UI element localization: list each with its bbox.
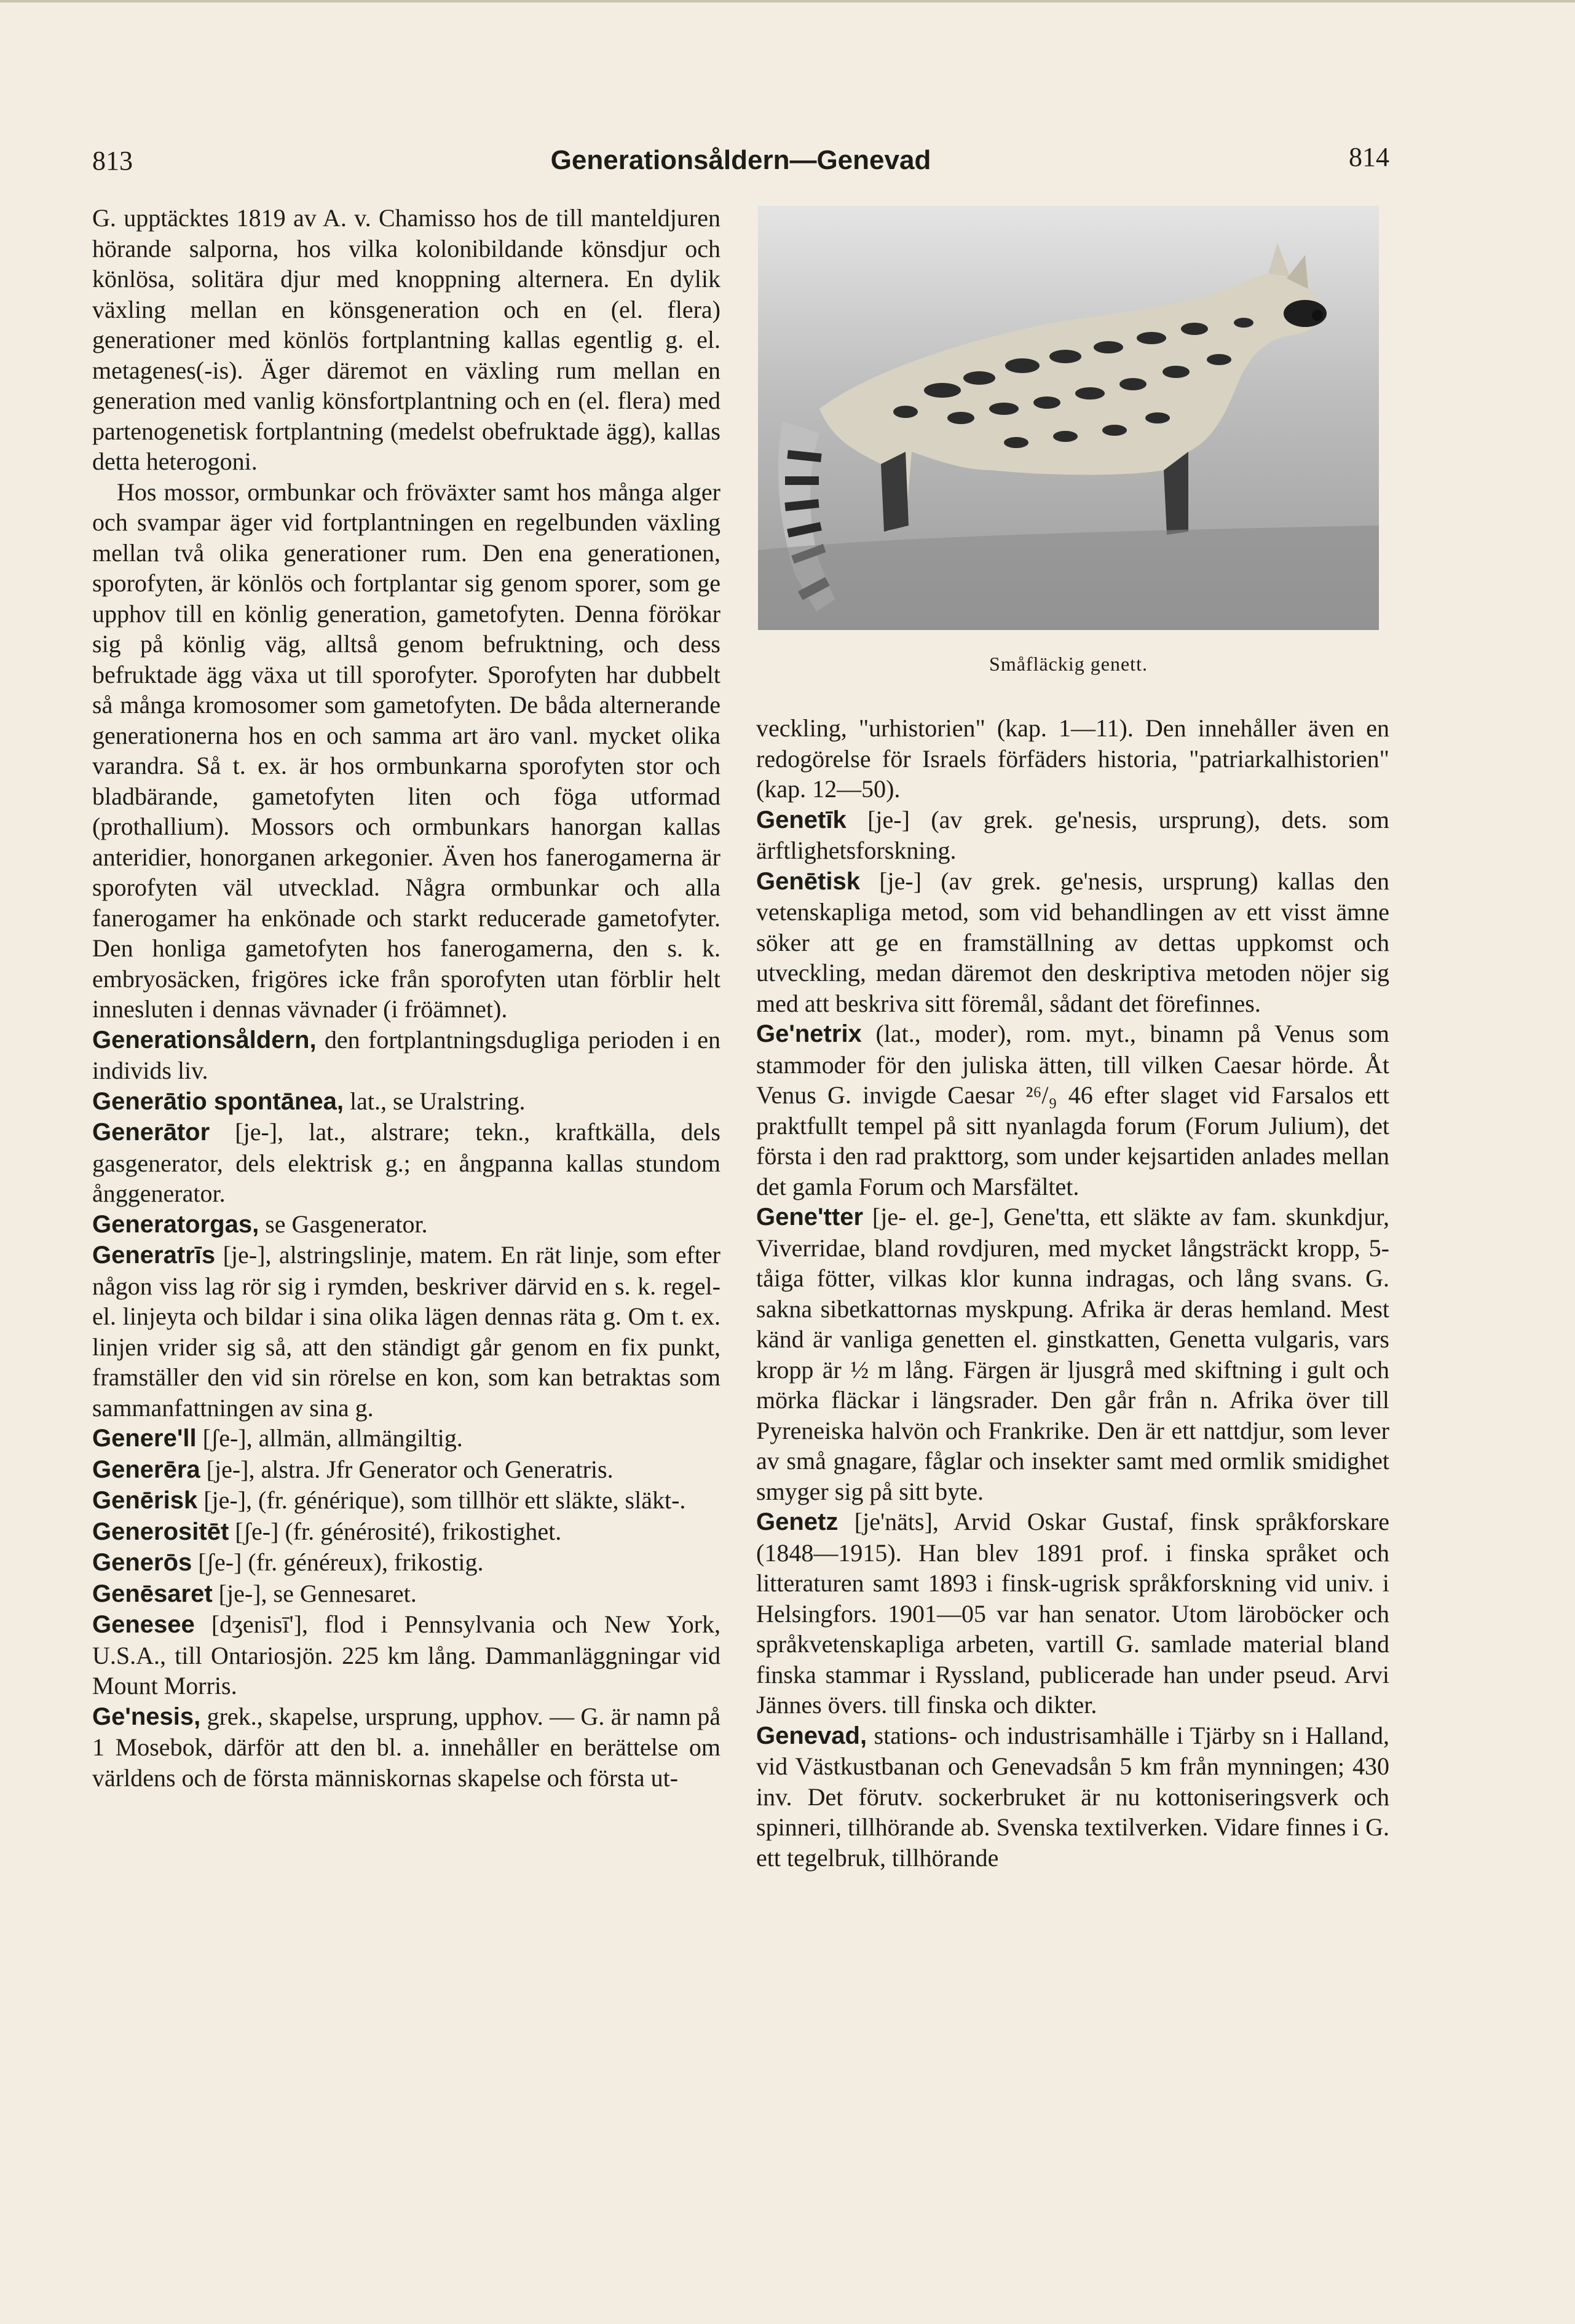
entry-generatris: Generatrīs [je-], alstringslinje, matem. En rät linje, som efter någon viss lag rör sig i rymden, beskriver därvid en s. k. regel- el. linjeyta och bildar i sina olika lägen dennas räta g. Om t. ex. linjen vrider sig så, att den ständigt går genom en fix punkt, framställer den vid sin rörelse en kon, som kan betraktas som sammanfattningen av sina g. <box>92 1241 720 1422</box>
page-header <box>92 142 1389 182</box>
entry-headword: Genēsaret <box>92 1580 213 1607</box>
page-top-edge <box>0 0 1575 2</box>
entry-genetik: Genetīk [je-] (av grek. ge'nesis, ursprung), dets. som ärftlighetsforskning. <box>756 805 1390 864</box>
entry-headword: Generationsåldern, <box>92 1026 317 1054</box>
entry-genesis: Ge'nesis, grek., skapelse, ursprung, upphov. — G. är namn på 1 Mosebok, därför att den bl. a. innehåller en berättelse om världens och de första människornas skapelse och första ut- <box>92 1702 720 1792</box>
entry-genetisk: Genētisk [je-] (av grek. ge'nesis, ursprung) kallas den vetenskapliga metod, som vid behandlingen av ett visst ämne söker att ge en framställning av dettas uppkomst och utveckling, medan däremot den deskriptiva metoden nöjer sig med att beskriva sitt föremål, sådant det förefinnes. <box>756 867 1389 1017</box>
page-number-right: 814 <box>1349 142 1389 172</box>
entry-generera: Generēra [je-], alstra. Jfr Generator och Generatris. <box>92 1455 614 1483</box>
entry-generell: Genere'll [ʃe-], allmän, allmängiltig. <box>92 1424 463 1452</box>
entry-headword: Genetīk <box>756 806 847 833</box>
running-title: Generationsåldern—Genevad <box>550 145 931 175</box>
entry-headword: Genesee <box>92 1611 195 1638</box>
entry-generator: Generātor [je-], lat., alstrare; tekn., kraftkälla, dels gasgenerator, dels elektrisk g.; en ångpanna kallas stundom ånggenerator. <box>92 1118 720 1207</box>
entry-genetrix: Ge'netrix (lat., moder), rom. myt., binamn på Venus som stammoder för den juliska ätten, till vilken Caesar hörde. Åt Venus G. invigde Caesar ²⁶/₉ 46 efter slaget vid Farsalos ett praktfullt tempel på sitt nyanlagda forum (Forum Julium), det första i den rad prakttorg, som under kejsartiden anlades mellan det gamla Forum och Marsfältet. <box>756 1020 1390 1200</box>
entry-genetz: Genetz [je'näts], Arvid Oskar Gustaf, finsk språkforskare (1848—1915). Han blev 1891 prof. i finska språket och litteraturen samt 1893 i finsk-ugrisk språkforskning vid univ. i Helsingfors. 1901—05 var han senator. Utom läroböcker och språkvetenskapliga arbeten, vartill G. samlade material bland finska stammar i Ryssland, publicerade han under pseud. Arvi Jännes övers. till finska och dikter. <box>756 1508 1389 1719</box>
figure-caption: Småfläckig genett. <box>989 653 1148 675</box>
paragraph: G. upptäcktes 1819 av A. v. Chamisso hos de till manteldjuren hörande salporna, hos vilka kolonibildande könsdjur och könlösa, solitära djur med knoppning alternera. En dylik växling mellan en könsgeneration och en (el. flera) generationer med könlös fortplantning kallas egentlig g. el. metagenes(-is). Äger däremot en växling rum mellan en generation med vanlig könsfortplantning och en (el. flera) med partenogenetisk fortplantning (medelst obefruktade ägg), kallas detta heterogoni. <box>92 204 720 475</box>
entry-headword: Ge'netrix <box>756 1020 862 1047</box>
entry-headword: Genere'll <box>92 1425 197 1452</box>
entry-generationsaldern: Generationsåldern, den fortplantningsdugliga perioden i en individs liv. <box>92 1025 720 1084</box>
paragraph: Hos mossor, ormbunkar och fröväxter samt hos många alger och svampar äger vid fortplantningen en regelbunden växling mellan två olika generationer rum. Den ena generationen, sporofyten, är könlös och fortplantar sig genom sporer, som ge upphov till en könlig generation, gametofyten. Denna förökar sig på könlig väg, alltså genom befruktning, och dess befruktade ägg växa ut till sporofyter. Sporofyten har dubbelt så många kromosomer som gametofyten. De båda alternerande generationerna hos en och samma art äro vanl. mycket olika varandra. Så t. ex. är hos ormbunkarna sporofyten stor och bladbärande, gametofyten liten och föga utformad (prothallium). Mossors och ormbunkars hanorgan kallas anteridier, honorganen arkegonier. Även hos fanerogamerna är sporofyten väl utvecklad. Några ormbunkar och alla fanerogamer ha enkönade och starkt reducerade gametofyter. Den honliga gametofyten hos fanerogamerna, den s. k. embryosäcken, frigöres icke från sporofyten utan förblir helt innesluten i dennas vävnader (i fröämnet). <box>92 478 720 1023</box>
entry-headword: Generātor <box>92 1119 210 1146</box>
entry-headword: Genērisk <box>92 1487 198 1514</box>
right-column <box>756 713 1389 1873</box>
entry-headword: Generatorgas, <box>92 1210 259 1238</box>
entry-headword: Generositēt <box>92 1518 229 1545</box>
entry-generositet: Generositēt [ʃe-] (fr. générosité), frikostighet. <box>92 1517 562 1545</box>
entry-genesee: Genesee [dʒenisī'], flod i Pennsylvania och New York, U.S.A., till Ontariosjön. 225 km lång. Dammanläggningar vid Mount Morris. <box>92 1610 720 1700</box>
entry-generatorgas: Generatorgas, se Gasgenerator. <box>92 1210 428 1238</box>
entry-headword: Genevad, <box>756 1722 867 1749</box>
entry-headword: Ge'nesis, <box>92 1703 201 1730</box>
left-column <box>92 203 720 1793</box>
page-number-left: 813 <box>92 146 133 176</box>
entry-headword: Generēra <box>92 1455 200 1483</box>
entry-generatio-spontanea: Generātio spontānea, lat., se Uralstring. <box>92 1087 526 1115</box>
entry-headword: Gene'tter <box>756 1203 864 1231</box>
paragraph: veckling, "urhistorien" (kap. 1—11). Den innehåller även en redogörelse för Israels förfäders historia, "patriarkalhistorien" (kap. 12—50). <box>756 714 1389 803</box>
entry-genesaret: Genēsaret [je-], se Gennesaret. <box>92 1579 417 1607</box>
entry-headword: Generōs <box>92 1549 192 1576</box>
genet-illustration <box>758 206 1379 630</box>
entry-generos: Generōs [ʃe-] (fr. généreux), frikostig. <box>92 1548 484 1576</box>
entry-headword: Generatrīs <box>92 1242 216 1269</box>
entry-headword: Genētisk <box>756 867 860 895</box>
entry-headword: Genetz <box>756 1508 839 1535</box>
entry-headword: Generātio spontānea, <box>92 1087 344 1115</box>
entry-generisk: Genērisk [je-], (fr. générique), som tillhör ett släkte, släkt-. <box>92 1486 686 1514</box>
genet-photo <box>758 206 1379 630</box>
entry-genevad: Genevad, stations- och industrisamhälle i Tjärby sn i Halland, vid Västkustbanan och Genevadsån 5 km från mynningen; 430 inv. Det förutv. sockerbruket är nu kottoniseringsverk och spinneri, tillhörande ab. Svenska textilverken. Vidare finnes i G. ett tegelbruk, tillhörande <box>756 1721 1390 1872</box>
entry-genetter: Gene'tter [je- el. ge-], Gene'tta, ett släkte av fam. skunkdjur, Viverridae, bland rovdjuren, med mycket långsträckt kropp, 5-tåiga fötter, vilkas klor kunna indragas, och lång svans. G. sakna sibetkattornas myskpung. Afrika är deras hemland. Mest känd är vanliga genetten el. ginstkatten, Genetta vulgaris, vars kropp är ½ m lång. Färgen är ljusgrå med skiftning i gult och mörka fläckar i längsrader. Den går från n. Afrika över till Pyreneiska halvön och Frankrike. Den är ett nattdjur, som lever av små gnagare, fåglar och insekter samt med ormlik smidighet smyger sig på sitt byte. <box>756 1203 1389 1505</box>
